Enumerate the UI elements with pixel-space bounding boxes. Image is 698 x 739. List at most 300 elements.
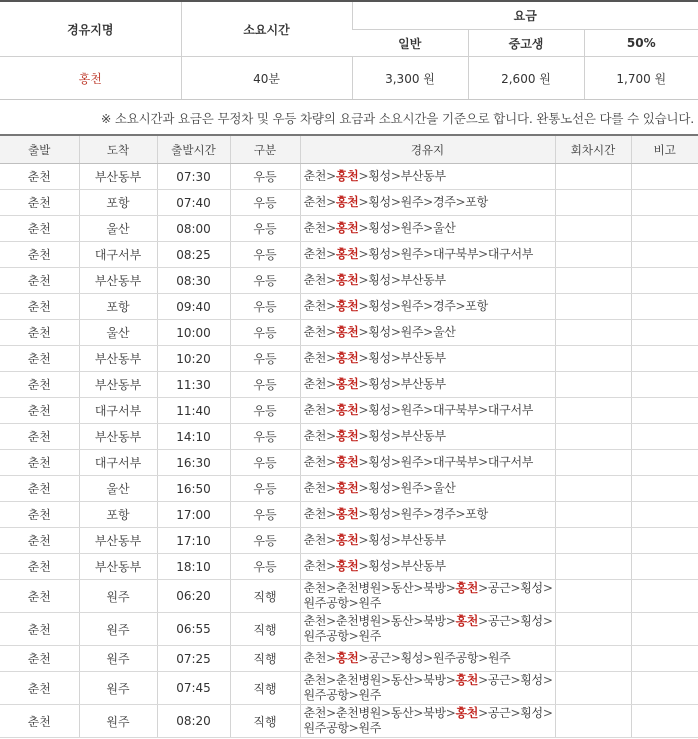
route-stop: 횡성 [368, 377, 391, 391]
fare-stop-name: 홍천 [0, 57, 181, 100]
route-stop: 횡성 [368, 559, 391, 573]
route-separator: > [445, 581, 456, 595]
route-cell [300, 398, 555, 424]
arrival-cell: 원주 [79, 705, 157, 738]
return-time-cell [555, 646, 631, 672]
route-stop: 공근 [487, 706, 511, 720]
route-stop: 횡성 [368, 325, 391, 339]
route-separator: > [326, 325, 336, 339]
route-stop: 춘천병원 [335, 706, 382, 720]
route-stop: 횡성 [520, 673, 543, 687]
class-cell: 우등 [230, 268, 300, 294]
route-stop: 횡성 [368, 351, 391, 365]
route-stop: 동산 [390, 706, 414, 720]
route-stop-highlight: 홍천 [335, 351, 359, 365]
route-stop: 횡성 [368, 429, 391, 443]
route-stop-highlight: 홍천 [335, 429, 359, 443]
route-separator: > [326, 169, 336, 183]
arrival-cell: 원주 [79, 646, 157, 672]
route-stop-highlight: 홍천 [455, 706, 479, 720]
remark-cell [631, 554, 698, 580]
route-stop: 경주 [432, 195, 456, 209]
route-separator: > [423, 455, 433, 469]
route-separator: > [381, 706, 391, 720]
route-separator: > [455, 299, 466, 313]
route-stop: 춘천 [303, 377, 327, 391]
schedule-row [0, 554, 698, 580]
departure-cell: 춘천 [0, 672, 79, 705]
departure-cell: 춘천 [0, 242, 79, 268]
route-separator: > [358, 455, 369, 469]
departure-cell: 춘천 [0, 450, 79, 476]
arrival-cell: 부산동부 [79, 528, 157, 554]
return-time-cell [555, 346, 631, 372]
route-stop: 부산동부 [400, 559, 446, 573]
route-separator: > [358, 169, 369, 183]
arrival-cell: 원주 [79, 613, 157, 646]
schedule-row [0, 190, 698, 216]
route-cell [300, 242, 555, 268]
remark-cell [631, 502, 698, 528]
route-separator: > [413, 581, 424, 595]
departure-time-cell: 08:00 [157, 216, 230, 242]
schedule-row [0, 398, 698, 424]
departure-time-cell: 07:40 [157, 190, 230, 216]
schedule-row [0, 613, 698, 646]
route-separator: > [326, 247, 336, 261]
departure-cell: 춘천 [0, 646, 79, 672]
route-stop-highlight: 홍천 [455, 673, 479, 687]
departure-time-cell: 08:25 [157, 242, 230, 268]
fare-student: 2,600 원 [468, 57, 584, 100]
schedule-row [0, 242, 698, 268]
return-time-cell [555, 672, 631, 705]
return-time-cell [555, 190, 631, 216]
departure-time-cell: 11:40 [157, 398, 230, 424]
class-cell: 우등 [230, 242, 300, 268]
route-separator: > [358, 273, 369, 287]
return-time-cell [555, 502, 631, 528]
route-separator: > [326, 299, 336, 313]
class-cell: 우등 [230, 320, 300, 346]
route-separator: > [358, 221, 369, 235]
route-separator: > [358, 507, 369, 521]
departure-time-cell: 14:10 [157, 424, 230, 450]
arrival-cell: 부산동부 [79, 554, 157, 580]
route-stop: 춘천 [303, 247, 327, 261]
header-fare-general: 일반 [352, 30, 468, 57]
route-stop: 춘천 [303, 221, 327, 235]
header-fare-half: 50% [584, 30, 698, 57]
route-stop: 춘천 [303, 325, 327, 339]
return-time-cell [555, 294, 631, 320]
arrival-cell: 부산동부 [79, 268, 157, 294]
route-separator: > [358, 195, 369, 209]
remark-cell [631, 646, 698, 672]
route-cell [300, 294, 555, 320]
route-separator: > [390, 533, 401, 547]
route-cell [300, 554, 555, 580]
route-stop: 춘천 [303, 614, 327, 628]
remark-cell [631, 705, 698, 738]
route-separator: > [348, 721, 359, 735]
route-separator: > [326, 559, 336, 573]
fare-row [0, 57, 698, 100]
departure-cell: 춘천 [0, 216, 79, 242]
route-stop-highlight: 홍천 [335, 221, 359, 235]
return-time-cell [555, 613, 631, 646]
schedule-row [0, 528, 698, 554]
route-stop: 북방 [423, 673, 446, 687]
route-cell [300, 346, 555, 372]
schedule-row [0, 646, 698, 672]
class-cell: 우등 [230, 372, 300, 398]
route-separator: > [478, 581, 488, 595]
remark-cell [631, 372, 698, 398]
route-separator: > [478, 455, 488, 469]
route-stop: 원주 [400, 195, 424, 209]
route-separator: > [326, 273, 336, 287]
header-return-time: 회차시간 [555, 135, 631, 164]
route-stop: 원주 [358, 688, 382, 702]
class-cell: 우등 [230, 554, 300, 580]
route-separator: > [348, 596, 359, 610]
route-stop: 원주공항 [303, 688, 349, 702]
route-stop: 원주 [358, 721, 382, 735]
schedule-row [0, 502, 698, 528]
header-duration: 소요시간 [181, 1, 352, 57]
route-stop: 원주공항 [303, 721, 349, 735]
class-cell: 직행 [230, 672, 300, 705]
route-separator: > [423, 221, 433, 235]
schedule-row [0, 580, 698, 613]
route-stop-highlight: 홍천 [335, 273, 359, 287]
route-separator: > [390, 403, 401, 417]
return-time-cell [555, 580, 631, 613]
arrival-cell: 울산 [79, 216, 157, 242]
route-separator: > [478, 614, 488, 628]
route-stop: 원주 [400, 325, 424, 339]
header-arrival: 도착 [79, 135, 157, 164]
route-stop: 북방 [423, 614, 446, 628]
route-stop: 춘천 [303, 351, 327, 365]
route-separator: > [326, 195, 336, 209]
departure-time-cell: 11:30 [157, 372, 230, 398]
fare-general: 3,300 원 [352, 57, 468, 100]
class-cell: 우등 [230, 502, 300, 528]
route-stop: 울산 [432, 221, 456, 235]
departure-time-cell: 07:45 [157, 672, 230, 705]
fare-duration: 40분 [181, 57, 352, 100]
route-stop: 공근 [487, 673, 511, 687]
schedule-row [0, 476, 698, 502]
arrival-cell: 울산 [79, 320, 157, 346]
route-separator: > [358, 651, 369, 665]
route-stop: 춘천 [303, 403, 327, 417]
return-time-cell [555, 242, 631, 268]
departure-cell: 춘천 [0, 580, 79, 613]
remark-cell [631, 476, 698, 502]
route-stop-highlight: 홍천 [455, 614, 479, 628]
route-separator: > [358, 247, 369, 261]
route-separator: > [390, 455, 401, 469]
route-stop-highlight: 홍천 [335, 651, 359, 665]
remark-cell [631, 216, 698, 242]
route-stop: 원주 [400, 403, 424, 417]
route-stop: 동산 [390, 614, 414, 628]
return-time-cell [555, 320, 631, 346]
departure-time-cell: 06:20 [157, 580, 230, 613]
class-cell: 우등 [230, 164, 300, 190]
departure-time-cell: 17:10 [157, 528, 230, 554]
arrival-cell: 부산동부 [79, 164, 157, 190]
route-separator: > [390, 559, 401, 573]
route-stop: 원주 [358, 596, 382, 610]
route-separator: > [358, 299, 369, 313]
class-cell: 우등 [230, 294, 300, 320]
remark-cell [631, 528, 698, 554]
route-stop: 원주공항 [303, 629, 349, 643]
return-time-cell [555, 476, 631, 502]
route-stop: 대구북부 [432, 247, 479, 261]
route-separator: > [423, 507, 433, 521]
header-class: 구분 [230, 135, 300, 164]
route-stop-highlight: 홍천 [455, 581, 479, 595]
departure-time-cell: 17:00 [157, 502, 230, 528]
route-separator: > [326, 533, 336, 547]
route-stop: 북방 [423, 581, 446, 595]
arrival-cell: 포항 [79, 502, 157, 528]
arrival-cell: 대구서부 [79, 450, 157, 476]
route-stop-highlight: 홍천 [335, 455, 359, 469]
departure-cell: 춘천 [0, 372, 79, 398]
route-separator: > [348, 688, 359, 702]
route-stop: 춘천 [303, 195, 327, 209]
departure-cell: 춘천 [0, 268, 79, 294]
route-stop-highlight: 홍천 [335, 195, 359, 209]
route-stop-highlight: 홍천 [335, 299, 359, 313]
route-stop: 춘천병원 [335, 614, 382, 628]
route-separator: > [413, 673, 424, 687]
route-separator: > [326, 651, 336, 665]
route-stop: 울산 [432, 481, 456, 495]
return-time-cell [555, 216, 631, 242]
route-stop: 공근 [368, 651, 391, 665]
route-separator: > [381, 581, 391, 595]
route-separator: > [390, 351, 401, 365]
arrival-cell: 원주 [79, 580, 157, 613]
header-route: 경유지 [300, 135, 555, 164]
route-separator: > [455, 195, 466, 209]
remark-cell [631, 294, 698, 320]
return-time-cell [555, 705, 631, 738]
route-stop: 대구서부 [487, 403, 534, 417]
route-stop: 횡성 [368, 507, 391, 521]
departure-cell: 춘천 [0, 613, 79, 646]
route-separator: > [390, 325, 401, 339]
route-stop: 원주공항 [303, 596, 349, 610]
route-separator: > [358, 403, 369, 417]
header-departure: 출발 [0, 135, 79, 164]
route-stop: 춘천 [303, 299, 327, 313]
route-separator: > [478, 673, 488, 687]
remark-cell [631, 346, 698, 372]
departure-time-cell: 09:40 [157, 294, 230, 320]
schedule-row [0, 346, 698, 372]
departure-cell: 춘천 [0, 476, 79, 502]
route-stop: 춘천 [303, 273, 327, 287]
route-stop: 춘천병원 [335, 581, 382, 595]
route-stop: 경주 [432, 507, 456, 521]
route-cell [300, 450, 555, 476]
schedule-header-row [0, 135, 698, 164]
route-cell [300, 190, 555, 216]
route-stop: 횡성 [520, 614, 543, 628]
route-separator: > [510, 614, 521, 628]
route-stop-highlight: 홍천 [335, 559, 359, 573]
route-cell [300, 580, 555, 613]
route-stop: 춘천 [303, 651, 327, 665]
route-stop: 울산 [432, 325, 456, 339]
route-stop: 원주 [358, 629, 382, 643]
class-cell: 우등 [230, 346, 300, 372]
route-stop: 원주 [400, 481, 424, 495]
route-cell [300, 613, 555, 646]
route-stop-highlight: 홍천 [335, 507, 359, 521]
route-stop: 횡성 [520, 581, 543, 595]
route-separator: > [455, 507, 466, 521]
route-stop: 횡성 [368, 273, 391, 287]
route-separator: > [390, 221, 401, 235]
route-separator: > [423, 651, 433, 665]
route-stop: 원주 [400, 507, 424, 521]
route-separator: > [390, 429, 401, 443]
route-separator: > [358, 481, 369, 495]
route-stop: 춘천병원 [335, 673, 382, 687]
schedule-row [0, 164, 698, 190]
route-cell [300, 320, 555, 346]
route-separator: > [542, 581, 553, 595]
route-separator: > [413, 614, 424, 628]
arrival-cell: 포항 [79, 190, 157, 216]
route-separator: > [326, 351, 336, 365]
route-separator: > [358, 325, 369, 339]
class-cell: 우등 [230, 476, 300, 502]
route-separator: > [390, 247, 401, 261]
route-stop-highlight: 홍천 [335, 403, 359, 417]
return-time-cell [555, 164, 631, 190]
route-separator: > [478, 706, 488, 720]
route-stop: 춘천 [303, 507, 327, 521]
remark-cell [631, 164, 698, 190]
return-time-cell [555, 450, 631, 476]
departure-time-cell: 18:10 [157, 554, 230, 580]
route-stop: 원주 [400, 299, 424, 313]
route-separator: > [390, 507, 401, 521]
arrival-cell: 부산동부 [79, 372, 157, 398]
route-separator: > [445, 673, 456, 687]
class-cell: 우등 [230, 398, 300, 424]
departure-cell: 춘천 [0, 502, 79, 528]
schedule-row [0, 424, 698, 450]
class-cell: 우등 [230, 424, 300, 450]
schedule-row [0, 672, 698, 705]
route-cell [300, 268, 555, 294]
route-separator: > [390, 377, 401, 391]
departure-cell: 춘천 [0, 424, 79, 450]
remark-cell [631, 613, 698, 646]
route-separator: > [326, 455, 336, 469]
route-separator: > [326, 706, 336, 720]
schedule-table [0, 134, 698, 738]
route-separator: > [423, 195, 433, 209]
route-separator: > [390, 651, 401, 665]
return-time-cell [555, 554, 631, 580]
class-cell: 직행 [230, 580, 300, 613]
route-separator: > [390, 481, 401, 495]
schedule-row [0, 268, 698, 294]
departure-cell: 춘천 [0, 294, 79, 320]
route-stop: 춘천 [303, 481, 327, 495]
route-cell [300, 216, 555, 242]
fare-note: ※ 소요시간과 요금은 무정차 및 우등 차량의 요금과 소요시간을 기준으로 합니다. 완통노선은 다를 수 있습니다. [100, 111, 694, 126]
departure-cell: 춘천 [0, 398, 79, 424]
route-separator: > [390, 299, 401, 313]
departure-cell: 춘천 [0, 705, 79, 738]
route-stop: 횡성 [368, 221, 391, 235]
class-cell: 우등 [230, 450, 300, 476]
route-stop: 공근 [487, 614, 511, 628]
arrival-cell: 울산 [79, 476, 157, 502]
route-separator: > [390, 195, 401, 209]
header-fare: 요금 [352, 1, 698, 30]
route-stop: 대구서부 [487, 455, 534, 469]
return-time-cell [555, 424, 631, 450]
route-stop: 대구북부 [432, 455, 479, 469]
route-separator: > [358, 559, 369, 573]
route-separator: > [445, 614, 456, 628]
departure-time-cell: 08:30 [157, 268, 230, 294]
remark-cell [631, 398, 698, 424]
route-stop: 춘천 [303, 581, 327, 595]
route-cell [300, 528, 555, 554]
route-stop: 원주 [400, 455, 424, 469]
route-separator: > [423, 299, 433, 313]
route-separator: > [542, 673, 553, 687]
route-separator: > [542, 706, 553, 720]
route-stop-highlight: 홍천 [335, 169, 359, 183]
schedule-row [0, 705, 698, 738]
route-stop: 횡성 [368, 247, 391, 261]
route-stop: 횡성 [400, 651, 424, 665]
route-separator: > [358, 533, 369, 547]
route-stop: 춘천 [303, 559, 327, 573]
route-separator: > [326, 581, 336, 595]
route-stop-highlight: 홍천 [335, 325, 359, 339]
route-cell [300, 424, 555, 450]
route-separator: > [326, 614, 336, 628]
route-stop: 부산동부 [400, 351, 446, 365]
route-stop-highlight: 홍천 [335, 481, 359, 495]
schedule-row [0, 372, 698, 398]
fare-half: 1,700 원 [584, 57, 698, 100]
departure-cell: 춘천 [0, 528, 79, 554]
route-stop: 경주 [432, 299, 456, 313]
route-stop: 횡성 [368, 533, 391, 547]
route-stop: 부산동부 [400, 273, 446, 287]
route-separator: > [423, 481, 433, 495]
route-stop: 부산동부 [400, 533, 446, 547]
